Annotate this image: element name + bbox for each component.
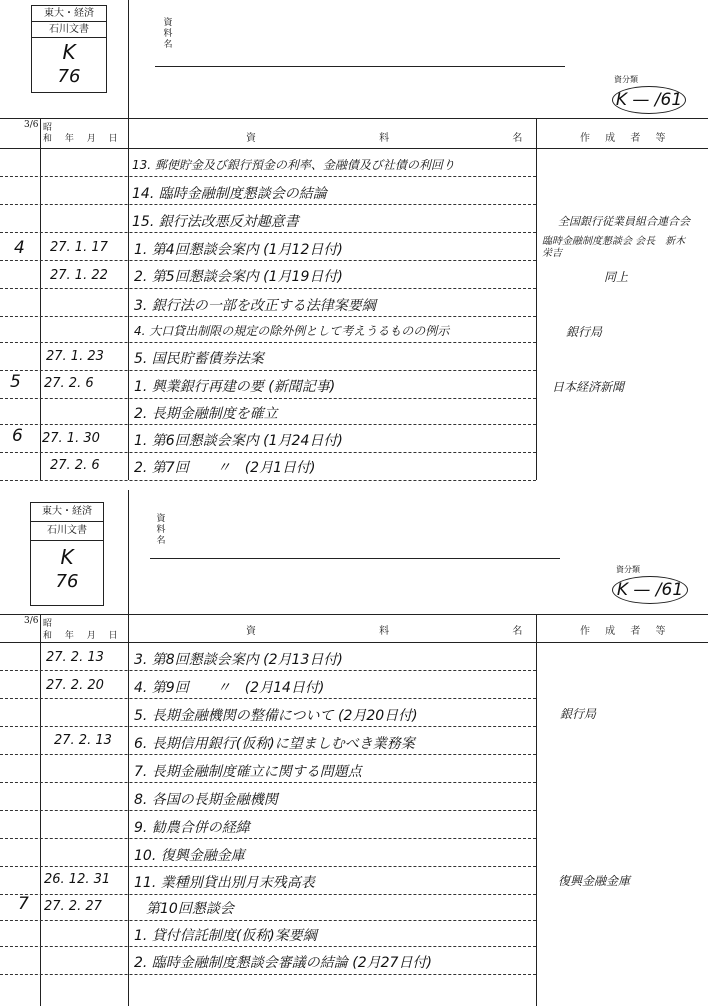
row-date: 27. 1. 22 xyxy=(50,268,108,283)
row-title: 8. 各国の長期金融機関 xyxy=(134,792,278,808)
row-number: 7 xyxy=(18,894,29,914)
row-author: 銀行局 xyxy=(560,707,597,721)
header-sub: 3/6 xyxy=(24,120,39,130)
classification-label: 資分類 xyxy=(614,75,638,84)
row-author: 全国銀行従業員組合連合会 xyxy=(558,215,690,228)
row-title: 5. 長期金融機関の整備について (2月20日付) xyxy=(134,708,418,724)
row-number: 4 xyxy=(14,238,25,258)
label-number: 76 xyxy=(57,66,81,87)
row-title: 14. 臨時金融制度懇談会の結論 xyxy=(132,186,327,202)
row-title: 2. 長期金融制度を確立 xyxy=(134,406,278,422)
row-title: 7. 長期金融制度確立に関する問題点 xyxy=(134,764,362,780)
archive-label xyxy=(31,5,107,93)
row-title: 4. 大口貸出制限の規定の除外例として考えうるものの例示 xyxy=(134,324,450,338)
header-date-label: 和 年 月 日 xyxy=(43,134,123,144)
row-title: 9. 勧農合併の経緯 xyxy=(134,820,250,836)
row-author: 同上 xyxy=(604,270,629,284)
row-title: 1. 興業銀行再建の要 (新聞記事) xyxy=(134,379,336,395)
header-author-label: 作 成 者 等 xyxy=(580,133,672,144)
row-title: 1. 貸付信託制度(仮称)案要綱 xyxy=(134,928,317,944)
row-date: 27. 2. 20 xyxy=(46,678,104,693)
label-collection: 石川文書 xyxy=(32,22,106,38)
classification-label: 資分類 xyxy=(616,565,640,574)
doc-name-label: 資 料 名 xyxy=(156,514,166,546)
doc-name-label: 資 料 名 xyxy=(163,18,173,50)
header-author-label: 作 成 者 等 xyxy=(580,626,672,637)
row-title: 3. 銀行法の一部を改正する法律案要綱 xyxy=(134,298,376,314)
row-date: 26. 12. 31 xyxy=(44,872,111,887)
row-title: 13. 郵便貯金及び銀行預金の利率、金融債及び社債の利回り xyxy=(132,158,455,172)
row-title: 6. 長期信用銀行(仮称)に望ましむべき業務案 xyxy=(134,736,415,752)
row-number: 5 xyxy=(10,372,21,392)
row-date: 27. 2. 13 xyxy=(46,650,104,665)
row-title: 1. 第6回懇談会案内 (1月24日付) xyxy=(134,433,343,449)
row-date: 27. 1. 30 xyxy=(42,431,100,446)
row-title: 1. 第4回懇談会案内 (1月12日付) xyxy=(134,242,343,258)
row-title: 10. 復興金融金庫 xyxy=(134,848,245,864)
label-institution: 東大・経済 xyxy=(31,503,103,522)
row-author: 復興金融金庫 xyxy=(558,874,631,888)
row-title: 3. 第8回懇談会案内 (2月13日付) xyxy=(134,652,343,668)
label-series: K xyxy=(60,545,74,569)
row-date: 27. 1. 17 xyxy=(50,240,108,255)
archive-label xyxy=(30,502,104,606)
classification-number: K — /61 xyxy=(612,576,688,604)
label-number: 76 xyxy=(55,571,79,592)
row-number: 6 xyxy=(12,426,23,446)
header-era: 昭 xyxy=(43,619,53,629)
row-date: 27. 2. 27 xyxy=(44,899,102,914)
classification-number: K — /61 xyxy=(612,86,686,114)
label-series: K xyxy=(62,40,76,64)
row-title: 15. 銀行法改悪反対趣意書 xyxy=(132,214,299,230)
header-sub: 3/6 xyxy=(24,616,39,626)
label-collection: 石川文書 xyxy=(31,522,103,541)
row-title: 2. 第5回懇談会案内 (1月19日付) xyxy=(134,269,343,285)
row-title: 4. 第9回 〃 (2月14日付) xyxy=(134,680,325,696)
header-era: 昭 xyxy=(43,123,53,133)
row-title: 第10回懇談会 xyxy=(146,901,234,917)
row-author: 日本経済新聞 xyxy=(552,380,625,394)
row-title: 2. 臨時金融制度懇談会審議の結論 (2月27日付) xyxy=(134,955,432,971)
label-institution: 東大・経済 xyxy=(32,6,106,22)
row-author: 臨時金融制度懇談会 会長 新木栄吉 xyxy=(542,236,686,259)
row-title: 5. 国民貯蓄債券法案 xyxy=(134,351,264,367)
row-date: 27. 1. 23 xyxy=(46,349,104,364)
row-title: 2. 第7回 〃 (2月1日付) xyxy=(134,460,316,476)
header-title-label: 資 料 名 xyxy=(246,133,583,144)
row-date: 27. 2. 6 xyxy=(50,458,100,473)
row-date: 27. 2. 6 xyxy=(44,376,94,391)
row-title: 11. 業種別貸出別月末残高表 xyxy=(134,875,315,891)
header-date-label: 和 年 月 日 xyxy=(43,631,123,641)
header-title-label: 資 料 名 xyxy=(246,626,583,637)
row-date: 27. 2. 13 xyxy=(54,733,112,748)
row-author: 銀行局 xyxy=(566,325,603,339)
